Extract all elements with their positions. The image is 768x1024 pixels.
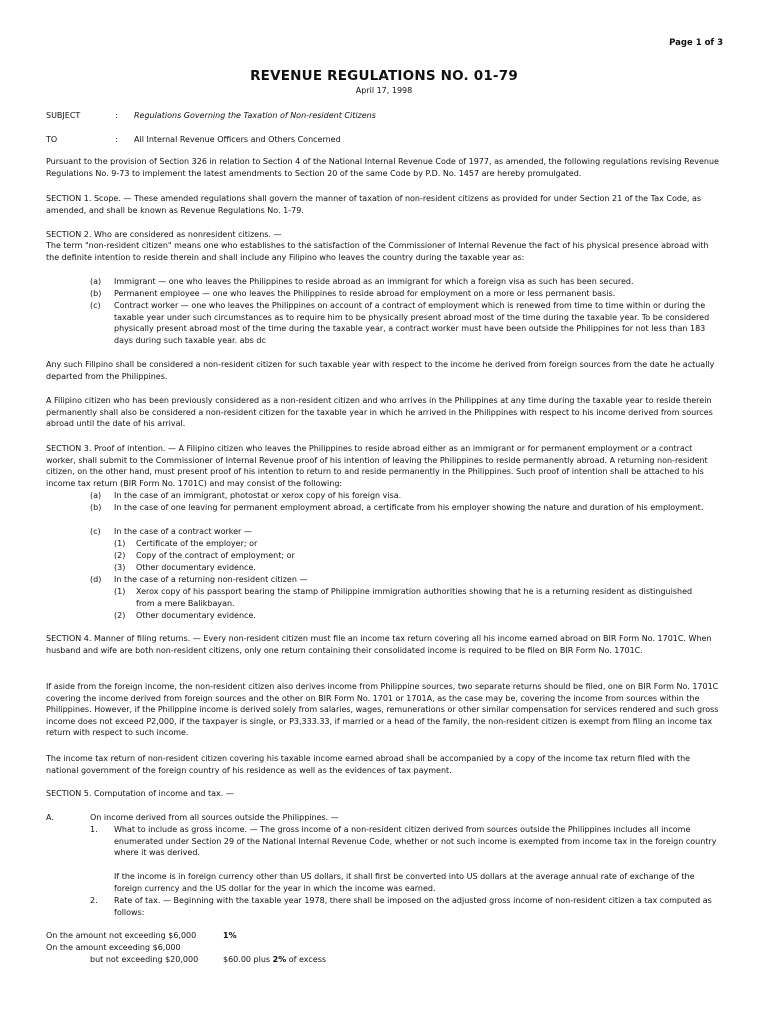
sec5-a2-label: 2. [90, 896, 98, 905]
section-5-heading: SECTION 5. Computation of income and tax. — [46, 789, 234, 798]
rate-row-2-base: $60.00 plus [223, 955, 271, 964]
sec3-item-d1-label: (1) [114, 587, 126, 596]
sec5-a2: Rate of tax. — Beginning with the taxable year 1978, there shall be imposed on the adjusted gross income of non-resident citizen a tax computed as follows: [114, 896, 712, 917]
rate-row-1-label: On the amount not exceeding $6,000 [46, 931, 197, 940]
to-label: TO [46, 135, 58, 144]
section-3: SECTION 3. Proof of intention. — A Filipino citizen who leaves the Philippines to reside abroad either as an immigrant or for permanent employment or a contract worker, shall submit to the Commissioner of Internal Revenue proof of his intention of leaving the Philippines to reside permanently abroad. A returning non-resident citizen, on the other hand, must present proof of his intention to return to and reside permanently in the Philippines. Such proof of intention shall be attached to his income tax return (BIR Form No. 1701C) and may consist of the following: [46, 444, 708, 488]
subject-colon: : [115, 111, 118, 120]
document-title: REVENUE REGULATIONS NO. 01-79 [250, 68, 518, 84]
paragraph-previous-nonresident: A Filipino citizen who has been previously considered as a non-resident citizen and who arrives in the Philippines at any time during the taxable year to reside therein permanently shall also be considered a non-resident citizen for the taxable year in which he arrived in the Philippines with respect to his income derived from sources abroad until the date of his arrival. [46, 396, 713, 429]
sec5-a1-label: 1. [90, 825, 98, 834]
sec2-item-b-label: (b) [90, 289, 102, 298]
rate-row-2-amount [223, 954, 326, 966]
sec3-item-b-label: (b) [90, 503, 102, 512]
sec3-item-a-label: (a) [90, 491, 102, 500]
to-text: All Internal Revenue Officers and Others Concerned [134, 135, 341, 144]
sec3-item-c1-label: (1) [114, 539, 126, 548]
sec3-item-c3-label: (3) [114, 563, 126, 572]
paragraph-filipino: Any such Filipino shall be considered a non-resident citizen for such taxable year with respect to the income he derived from foreign sources from the date he actually departed from the Philippines. [46, 360, 715, 381]
section-1: SECTION 1. Scope. — These amended regulations shall govern the manner of taxation of non-resident citizens as provided for under Section 21 of the Tax Code, as amended, and shall be known as Revenue Regulations No. 1-79. [46, 194, 702, 215]
sec5-a-label: A. [46, 813, 54, 822]
sec3-item-d1: Xerox copy of his passport bearing the stamp of Philippine immigration authorities showing that he is a returning resident as distinguished from a mere Balikbayan. [136, 587, 693, 608]
to-colon: : [115, 135, 118, 144]
sec3-item-c3: Other documentary evidence. [136, 563, 256, 572]
rate-row-2-label: On the amount exceeding $6,000 [46, 943, 181, 952]
sec3-item-c: In the case of a contract worker — [114, 527, 252, 536]
sec3-item-c2-label: (2) [114, 551, 126, 560]
sec3-item-a: In the case of an immigrant, photostat or xerox copy of his foreign visa. [114, 491, 402, 500]
rate-row-1-rate: 1% [223, 931, 237, 940]
sec2-item-a-label: (a) [90, 277, 102, 286]
rate-row-2-sub: but not exceeding $20,000 [90, 955, 199, 964]
intro-paragraph: Pursuant to the provision of Section 326 in relation to Section 4 of the National Internal Revenue Code of 1977, as amended, the following regulations revising Revenue Regulations No. 9-73 to implement the latest amendments to Section 20 of the same Code by P.D. No. 1457 are hereby promulgated. [46, 157, 719, 178]
sec5-a1-currency: If the income is in foreign currency other than US dollars, it shall first be converted into US dollars at the average annual rate of exchange of the foreign currency and the US dollar for the year in which the income was earned. [114, 872, 695, 893]
sec3-item-c-label: (c) [90, 527, 101, 536]
section-2-body: The term "non-resident citizen" means one who establishes to the satisfaction of the Commissioner of Internal Revenue the fact of his physical presence abroad with the definite intention to reside therein and shall include any Filipino who leaves the country during the taxable year as: [46, 241, 709, 262]
sec5-a1: What to include as gross income. — The gross income of a non-resident citizen derived from sources outside the Philippines includes all income enumerated under Section 29 of the National Internal Revenue Code, whether or not such income is exempted from income tax in the foreign country where it was derived. [114, 825, 717, 858]
section-4: SECTION 4. Manner of filing returns. — Every non-resident citizen must file an income tax return covering all his income earned abroad on BIR Form No. 1701C. When husband and wife are both non-resident citizens, only one return containing their consolidated income is required to be filed on BIR Form No. 1701C. [46, 634, 712, 655]
sec3-item-d-label: (d) [90, 575, 102, 584]
sec2-item-b: Permanent employee — one who leaves the Philippines to reside abroad for employment on a more or less permanent basis. [114, 289, 616, 298]
sec3-item-d: In the case of a returning non-resident citizen — [114, 575, 308, 584]
paragraph-return-copy: The income tax return of non-resident citizen covering his taxable income earned abroad shall be accompanied by a copy of the income tax return filed with the national government of the foreign country of his residence as well as the evidences of tax payment. [46, 754, 691, 775]
paragraph-two-returns: If aside from the foreign income, the non-resident citizen also derives income from Philippine sources, two separate returns should be filed, one on BIR Form No. 1701C covering the income derived from foreign sources and the other on BIR Form No. 1701 or 1701A, as the case may be, covering the income from sources within the Philippines. However, if the Philippine income is derived solely from salaries, wages, remunerations or other similar compensation for services rendered and such gross income does not exceed P2,000, if the taxpayer is single, or P3,333.33, if married or a head of the family, the non-resident citizen is exempt from filing an income tax return with respect to such income. [46, 682, 719, 738]
rate-row-2-rate: 2% [272, 955, 287, 964]
subject-text: Regulations Governing the Taxation of Non-resident Citizens [134, 111, 376, 120]
page-number: Page 1 of 3 [669, 38, 723, 48]
section-2-heading: SECTION 2. Who are considered as nonresident citizens. — [46, 230, 282, 239]
sec3-item-d2-label: (2) [114, 611, 126, 620]
sec2-item-c-label: (c) [90, 301, 101, 310]
subject-label: SUBJECT [46, 111, 81, 120]
sec3-item-c2: Copy of the contract of employment; or [136, 551, 295, 560]
sec2-item-c: Contract worker — one who leaves the Philippines on account of a contract of employment which is renewed from time to time within or during the taxable year under such circumstances as to require him to be physically present abroad most of the time during the taxable year. To be considered physically present abroad most of the time during the taxable year, a contract worker must have been outside the Philippines for not less than 183 days during such taxable year. abs dc [114, 301, 710, 345]
rate-row-2-tail: of excess [288, 955, 327, 964]
sec2-item-a: Immigrant — one who leaves the Philippines to reside abroad as an immigrant for which a foreign visa as such has been secured. [114, 277, 634, 286]
sec3-item-b: In the case of one leaving for permanent employment abroad, a certificate from his employer showing the nature and duration of his employment. [114, 503, 704, 512]
sec3-item-d2: Other documentary evidence. [136, 611, 256, 620]
sec5-a: On income derived from all sources outside the Philippines. — [90, 813, 339, 822]
document-date: April 17, 1998 [355, 86, 413, 95]
sec3-item-c1: Certificate of the employer; or [136, 539, 258, 548]
